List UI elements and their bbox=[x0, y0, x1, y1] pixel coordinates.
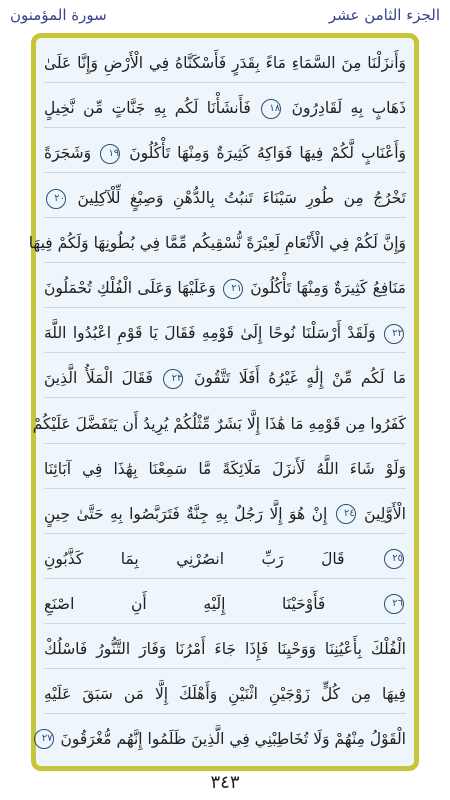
verse-line bbox=[44, 320, 406, 353]
verse-text: الْأَوَّلِينَ bbox=[364, 504, 406, 523]
juz-title: الجزء الثامن عشر bbox=[328, 6, 440, 24]
verse-text: مَنَافِعُ كَثِيرَةٌ وَمِنْهَا تَأْكُلُونَ bbox=[250, 279, 406, 298]
verse-text: وَلَوْ شَاءَ اللَّهُ لَأَنزَلَ مَلَائِكَةً مَّا سَمِعْنَا بِهَٰذَا فِي آبَائِنَا bbox=[44, 459, 406, 478]
ayah-number-marker: ٢٠ bbox=[46, 189, 66, 209]
verse-line bbox=[44, 50, 406, 83]
ayah-number-marker: ٢١ bbox=[223, 279, 243, 299]
verse-line bbox=[32, 411, 406, 444]
verse-text: تَخْرُجُ مِن طُورِ سَيْنَاءَ تَنبُتُ بِالدُّهْنِ وَصِبْغٍ لِّلْآكِلِينَ bbox=[77, 189, 406, 208]
ayah-number-marker: ٢٣ bbox=[163, 369, 183, 389]
verse-line bbox=[41, 726, 406, 758]
verse-line bbox=[44, 456, 406, 489]
verse-text: فَقَالَ الْمَلَأُ الَّذِينَ bbox=[44, 369, 153, 388]
verse-text: فَأَنشَأْنَا لَكُم بِهِ جَنَّاتٍ مِّن نَّخِيلٍ bbox=[44, 99, 251, 118]
verse-line bbox=[44, 95, 406, 128]
verse-text: وَأَعْنَابٍ لَّكُمْ فِيهَا فَوَاكِهُ كَثِيرَةٌ وَمِنْهَا تَأْكُلُونَ bbox=[129, 144, 407, 163]
verse-text: فَأَوْحَيْنَا إِلَيْهِ أَنِ اصْنَعِ bbox=[44, 594, 326, 613]
ayah-number-marker: ٢٦ bbox=[384, 594, 404, 614]
verse-text: وَإِنَّ لَكُمْ فِي الْأَنْعَامِ لَعِبْرَةً نُّسْقِيكُم مِّمَّا فِي بُطُونِهَا وَلَكُمْ فِيهَا bbox=[28, 234, 406, 253]
verse-text: كَفَرُوا مِن قَوْمِهِ مَا هَٰذَا إِلَّا بَشَرٌ مِّثْلُكُمْ يُرِيدُ أَن يَتَفَضَّلَ عَلَيْكُمْ bbox=[32, 414, 406, 433]
ayah-number-marker: ١٩ bbox=[100, 144, 120, 164]
verse-text: إِنْ هُوَ إِلَّا رَجُلٌ بِهِ جِنَّةٌ فَتَرَبَّصُوا بِهِ حَتَّىٰ حِينٍ bbox=[44, 504, 328, 523]
page-frame bbox=[28, 33, 419, 771]
ayah-number-marker: ١٨ bbox=[261, 99, 281, 119]
verse-line bbox=[44, 636, 406, 669]
verse-line bbox=[44, 546, 406, 579]
verse-text: قَالَ رَبِّ انصُرْنِي بِمَا كَذَّبُونِ bbox=[44, 549, 345, 568]
verse-text: وَشَجَرَةً bbox=[44, 144, 92, 163]
verse-line bbox=[44, 275, 406, 308]
verse-line bbox=[28, 230, 406, 263]
verse-line bbox=[44, 365, 406, 398]
ayah-number-marker: ٢٤ bbox=[336, 504, 356, 524]
verse-text: ذَهَابٍ بِهِ لَقَادِرُونَ bbox=[291, 99, 406, 118]
verse-text: الْفُلْكَ بِأَعْيُنِنَا وَوَحْيِنَا فَإِذَا جَاءَ أَمْرُنَا وَفَارَ التَّنُّورُ فَاسْلُكْ bbox=[44, 639, 406, 658]
verse-text: وَأَنزَلْنَا مِنَ السَّمَاءِ مَاءً بِقَدَرٍ فَأَسْكَنَّاهُ فِي الْأَرْضِ وَإِنَّا عَلَىٰ bbox=[44, 54, 406, 72]
ayah-number-marker: ٢٢ bbox=[384, 324, 404, 344]
verse-line bbox=[44, 185, 406, 218]
verse-line bbox=[44, 140, 406, 173]
verse-text: فِيهَا مِن كُلٍّ زَوْجَيْنِ اثْنَيْنِ وَأَهْلَكَ إِلَّا مَن سَبَقَ عَلَيْهِ bbox=[44, 684, 406, 703]
verse-line bbox=[44, 501, 406, 534]
verse-text: مَا لَكُم مِّنْ إِلَٰهٍ غَيْرُهُ أَفَلَا تَتَّقُونَ bbox=[193, 369, 406, 388]
page-number: ٣٤٣ bbox=[210, 772, 240, 793]
page-header bbox=[0, 0, 450, 34]
ayah-number-marker: ٢٥ bbox=[384, 549, 404, 569]
verse-line bbox=[44, 681, 406, 714]
verse-text: وَلَقَدْ أَرْسَلْنَا نُوحًا إِلَىٰ قَوْمِهِ فَقَالَ يَا قَوْمِ اعْبُدُوا اللَّهَ bbox=[44, 324, 376, 343]
verse-text: الْقَوْلُ مِنْهُمْ وَلَا تُخَاطِبْنِي فِي الَّذِينَ ظَلَمُوا إِنَّهُم مُّغْرَقُونَ bbox=[60, 729, 406, 748]
verse-line bbox=[44, 591, 406, 624]
verse-lines[interactable] bbox=[28, 50, 407, 758]
verse-text: وَعَلَيْهَا وَعَلَى الْفُلْكِ تُحْمَلُونَ bbox=[44, 279, 216, 298]
ayah-number-marker: ٢٧ bbox=[34, 729, 54, 749]
surah-title: سورة المؤمنون bbox=[10, 6, 107, 24]
